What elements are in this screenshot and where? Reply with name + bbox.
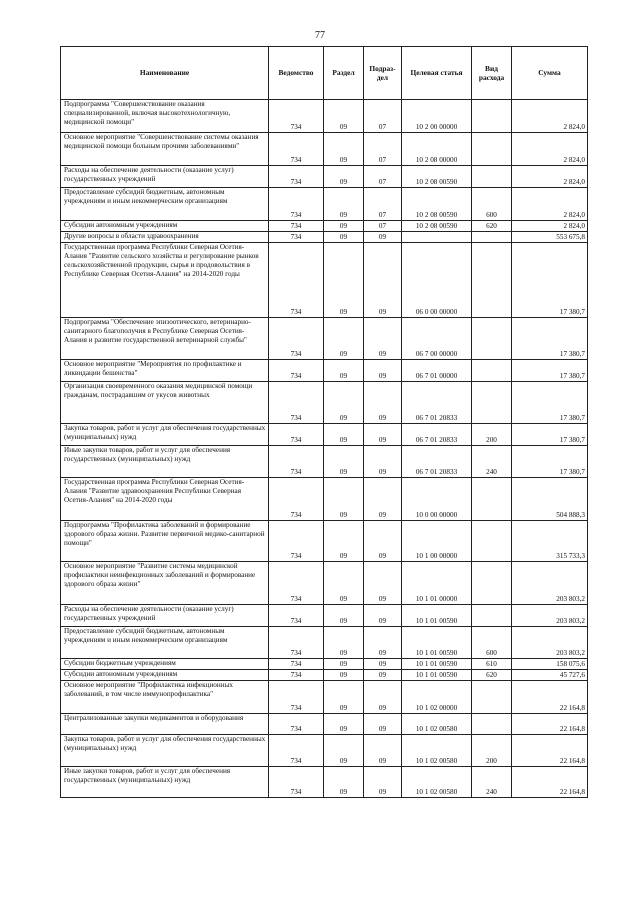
row-name: Государственная программа Республики Северная Осетия-Алания "Развитие здравоохранения Республики Северная Осетия-Алания" на 2014-2020 годы: [61, 478, 269, 521]
header-name: Наименование: [61, 47, 269, 100]
row-department: 734: [269, 521, 324, 562]
row-section: 09: [324, 670, 364, 681]
row-amount: 2 824,0: [512, 188, 588, 221]
row-amount: 2 824,0: [512, 166, 588, 188]
row-target-article: 10 1 02 00580: [402, 714, 472, 735]
row-subsection: 07: [364, 100, 402, 133]
row-section: 09: [324, 360, 364, 382]
row-subsection: 09: [364, 714, 402, 735]
row-amount: 315 733,3: [512, 521, 588, 562]
row-target-article: 10 1 02 00580: [402, 735, 472, 767]
row-section: 09: [324, 521, 364, 562]
row-amount: 17 380,7: [512, 243, 588, 318]
row-expense-type: [472, 360, 512, 382]
row-target-article: 10 2 00 00000: [402, 100, 472, 133]
row-name: Иные закупки товаров, работ и услуг для обеспечения государственных (муниципальных) нужд: [61, 767, 269, 798]
row-target-article: 06 7 01 20833: [402, 424, 472, 446]
row-amount: 22 164,8: [512, 714, 588, 735]
row-section: 09: [324, 232, 364, 243]
table-row: [61, 382, 588, 424]
row-expense-type: [472, 100, 512, 133]
row-target-article: 06 7 01 20833: [402, 382, 472, 424]
row-amount: 2 824,0: [512, 100, 588, 133]
row-subsection: 07: [364, 188, 402, 221]
row-subsection: 09: [364, 670, 402, 681]
table-row: [61, 318, 588, 360]
row-amount: 22 164,8: [512, 681, 588, 714]
row-target-article: 10 1 01 00000: [402, 562, 472, 605]
row-amount: 45 727,6: [512, 670, 588, 681]
row-target-article: 06 7 00 00000: [402, 318, 472, 360]
row-subsection: 09: [364, 446, 402, 478]
row-department: 734: [269, 382, 324, 424]
row-department: 734: [269, 243, 324, 318]
row-name: Закупка товаров, работ и услуг для обеспечения государственных (муниципальных) нужд: [61, 735, 269, 767]
table-row: [61, 714, 588, 735]
row-target-article: [402, 232, 472, 243]
row-name: Предоставление субсидий бюджетным, автономным учреждениям и иным некоммерческим организациям: [61, 188, 269, 221]
table-row: [61, 166, 588, 188]
budget-table: [60, 46, 588, 798]
row-name: Расходы на обеспечение деятельности (оказание услуг) государственных учреждений: [61, 605, 269, 627]
row-expense-type: [472, 166, 512, 188]
row-subsection: 09: [364, 232, 402, 243]
row-amount: 158 075,6: [512, 659, 588, 670]
row-amount: 203 803,2: [512, 605, 588, 627]
row-subsection: 09: [364, 605, 402, 627]
row-subsection: 09: [364, 424, 402, 446]
row-expense-type: [472, 318, 512, 360]
row-section: 09: [324, 478, 364, 521]
row-subsection: 09: [364, 562, 402, 605]
row-department: 734: [269, 446, 324, 478]
row-section: 09: [324, 318, 364, 360]
row-department: 734: [269, 681, 324, 714]
row-name: Подпрограмма "Профилактика заболеваний и формирование здорового образа жизни. Развитие первичной медико-санитарной помощи": [61, 521, 269, 562]
row-section: 09: [324, 221, 364, 232]
row-department: 734: [269, 627, 324, 659]
row-name: Предоставление субсидий бюджетным, автономным учреждениям и иным некоммерческим организациям: [61, 627, 269, 659]
row-section: 09: [324, 382, 364, 424]
row-amount: 504 888,3: [512, 478, 588, 521]
row-name: Государственная программа Республики Северная Осетия-Алания "Развитие сельского хозяйства и регулирование рынков сельскохозяйственной продукции, сырья и продовольствия в Республике Северная Осетия-Алания" на 2014-2020 годы: [61, 243, 269, 318]
header-section: Раздел: [324, 47, 364, 100]
row-name: Основное мероприятие "Мероприятия по профилактике и ликвидации бешенства": [61, 360, 269, 382]
row-expense-type: [472, 562, 512, 605]
row-department: 734: [269, 318, 324, 360]
row-expense-type: 200: [472, 424, 512, 446]
row-subsection: 09: [364, 243, 402, 318]
row-name: Подпрограмма "Совершенствование оказания специализированной, включая высокотехнологичную, медицинской помощи": [61, 100, 269, 133]
header-expense-type: Вид расхода: [472, 47, 512, 100]
row-subsection: 09: [364, 382, 402, 424]
header-department: Ведомство: [269, 47, 324, 100]
row-section: 09: [324, 446, 364, 478]
row-name: Основное мероприятие "Развитие системы медицинской профилактики неинфекционных заболеваний и формирование здорового образа жизни": [61, 562, 269, 605]
row-department: 734: [269, 714, 324, 735]
row-target-article: 10 1 01 00590: [402, 627, 472, 659]
row-target-article: 10 2 08 00590: [402, 221, 472, 232]
table-row: [61, 627, 588, 659]
table-row: [61, 243, 588, 318]
row-name: Субсидии автономным учреждениям: [61, 670, 269, 681]
row-department: 734: [269, 562, 324, 605]
row-name: Централизованные закупки медикаментов и оборудования: [61, 714, 269, 735]
table-row: [61, 100, 588, 133]
row-expense-type: 600: [472, 627, 512, 659]
row-amount: 17 380,7: [512, 318, 588, 360]
row-target-article: 10 1 01 00590: [402, 659, 472, 670]
row-amount: 553 675,8: [512, 232, 588, 243]
row-expense-type: [472, 521, 512, 562]
row-target-article: 10 2 08 00590: [402, 166, 472, 188]
row-subsection: 09: [364, 478, 402, 521]
row-expense-type: [472, 681, 512, 714]
row-target-article: 06 7 01 00000: [402, 360, 472, 382]
row-name: Основное мероприятие "Профилактика инфекционных заболеваний, в том числе иммунопрофилактика": [61, 681, 269, 714]
row-target-article: 10 1 01 00590: [402, 670, 472, 681]
row-section: 09: [324, 424, 364, 446]
row-name: Субсидии бюджетным учреждениям: [61, 659, 269, 670]
row-amount: 17 380,7: [512, 424, 588, 446]
row-department: 734: [269, 659, 324, 670]
row-department: 734: [269, 100, 324, 133]
row-expense-type: 610: [472, 659, 512, 670]
row-section: 09: [324, 100, 364, 133]
table-header: [61, 47, 588, 100]
row-subsection: 09: [364, 681, 402, 714]
table-row: [61, 735, 588, 767]
row-expense-type: [472, 478, 512, 521]
row-expense-type: 600: [472, 188, 512, 221]
row-subsection: 09: [364, 627, 402, 659]
row-subsection: 07: [364, 221, 402, 232]
row-section: 09: [324, 243, 364, 318]
table-row: [61, 670, 588, 681]
row-name: Иные закупки товаров, работ и услуг для обеспечения государственных (муниципальных) нужд: [61, 446, 269, 478]
row-subsection: 09: [364, 659, 402, 670]
row-department: 734: [269, 188, 324, 221]
header-amount: Сумма: [512, 47, 588, 100]
header-subsection: Подраз-дел: [364, 47, 402, 100]
table-row: [61, 681, 588, 714]
table-row: [61, 478, 588, 521]
table-row: [61, 562, 588, 605]
row-expense-type: 240: [472, 767, 512, 798]
table-row: [61, 360, 588, 382]
table-row: [61, 605, 588, 627]
row-name: Подпрограмма "Обеспечение эпизоотического, ветеринарно-санитарного благополучия в Республике Северная Осетия-Алания и развитие государственной ветеринарной службы": [61, 318, 269, 360]
row-subsection: 09: [364, 360, 402, 382]
row-subsection: 09: [364, 521, 402, 562]
row-amount: 22 164,8: [512, 767, 588, 798]
row-amount: 17 380,7: [512, 382, 588, 424]
row-department: 734: [269, 605, 324, 627]
row-amount: 17 380,7: [512, 446, 588, 478]
row-expense-type: [472, 382, 512, 424]
row-subsection: 07: [364, 166, 402, 188]
table-row: [61, 133, 588, 166]
table-row: [61, 232, 588, 243]
row-department: 734: [269, 670, 324, 681]
table-row: [61, 521, 588, 562]
table-row: [61, 424, 588, 446]
row-section: 09: [324, 627, 364, 659]
row-section: 09: [324, 681, 364, 714]
row-section: 09: [324, 188, 364, 221]
row-target-article: 10 0 00 00000: [402, 478, 472, 521]
row-name: Расходы на обеспечение деятельности (оказание услуг) государственных учреждений: [61, 166, 269, 188]
row-expense-type: 200: [472, 735, 512, 767]
row-department: 734: [269, 360, 324, 382]
row-amount: 2 824,0: [512, 133, 588, 166]
row-target-article: 10 2 08 00000: [402, 133, 472, 166]
row-section: 09: [324, 133, 364, 166]
table-row: [61, 221, 588, 232]
row-department: 734: [269, 166, 324, 188]
row-expense-type: [472, 232, 512, 243]
row-target-article: 10 2 08 00590: [402, 188, 472, 221]
table-body: [61, 100, 588, 798]
row-amount: 17 380,7: [512, 360, 588, 382]
table-row: [61, 767, 588, 798]
row-subsection: 09: [364, 318, 402, 360]
row-target-article: 10 1 02 00000: [402, 681, 472, 714]
row-expense-type: 240: [472, 446, 512, 478]
row-section: 09: [324, 166, 364, 188]
row-section: 09: [324, 735, 364, 767]
row-section: 09: [324, 562, 364, 605]
row-department: 734: [269, 133, 324, 166]
header-row: [61, 47, 588, 100]
row-name: Основное мероприятие "Совершенствование системы оказания медицинской помощи больным прочими заболеваниями": [61, 133, 269, 166]
row-name: Организация своевременного оказания медицинской помощи гражданам, пострадавшим от укусов животных: [61, 382, 269, 424]
row-expense-type: [472, 714, 512, 735]
row-expense-type: 620: [472, 670, 512, 681]
row-amount: 203 803,2: [512, 627, 588, 659]
row-subsection: 09: [364, 767, 402, 798]
row-target-article: 06 0 00 00000: [402, 243, 472, 318]
page-number: 77: [315, 30, 325, 41]
row-section: 09: [324, 659, 364, 670]
row-expense-type: 620: [472, 221, 512, 232]
row-department: 734: [269, 767, 324, 798]
row-section: 09: [324, 605, 364, 627]
row-expense-type: [472, 133, 512, 166]
row-expense-type: [472, 605, 512, 627]
row-expense-type: [472, 243, 512, 318]
row-amount: 22 164,8: [512, 735, 588, 767]
row-section: 09: [324, 767, 364, 798]
row-name: Закупка товаров, работ и услуг для обеспечения государственных (муниципальных) нужд: [61, 424, 269, 446]
row-department: 734: [269, 232, 324, 243]
row-department: 734: [269, 478, 324, 521]
row-name: Субсидии автономным учреждениям: [61, 221, 269, 232]
row-department: 734: [269, 221, 324, 232]
table-row: [61, 188, 588, 221]
row-subsection: 07: [364, 133, 402, 166]
row-target-article: 10 1 01 00590: [402, 605, 472, 627]
row-target-article: 10 1 02 00580: [402, 767, 472, 798]
row-amount: 203 803,2: [512, 562, 588, 605]
row-target-article: 06 7 01 20833: [402, 446, 472, 478]
row-name: Другие вопросы в области здравоохранения: [61, 232, 269, 243]
table-row: [61, 446, 588, 478]
row-department: 734: [269, 735, 324, 767]
header-target-article: Целевая статья: [402, 47, 472, 100]
row-target-article: 10 1 00 00000: [402, 521, 472, 562]
table-row: [61, 659, 588, 670]
row-amount: 2 824,0: [512, 221, 588, 232]
row-department: 734: [269, 424, 324, 446]
row-subsection: 09: [364, 735, 402, 767]
row-section: 09: [324, 714, 364, 735]
